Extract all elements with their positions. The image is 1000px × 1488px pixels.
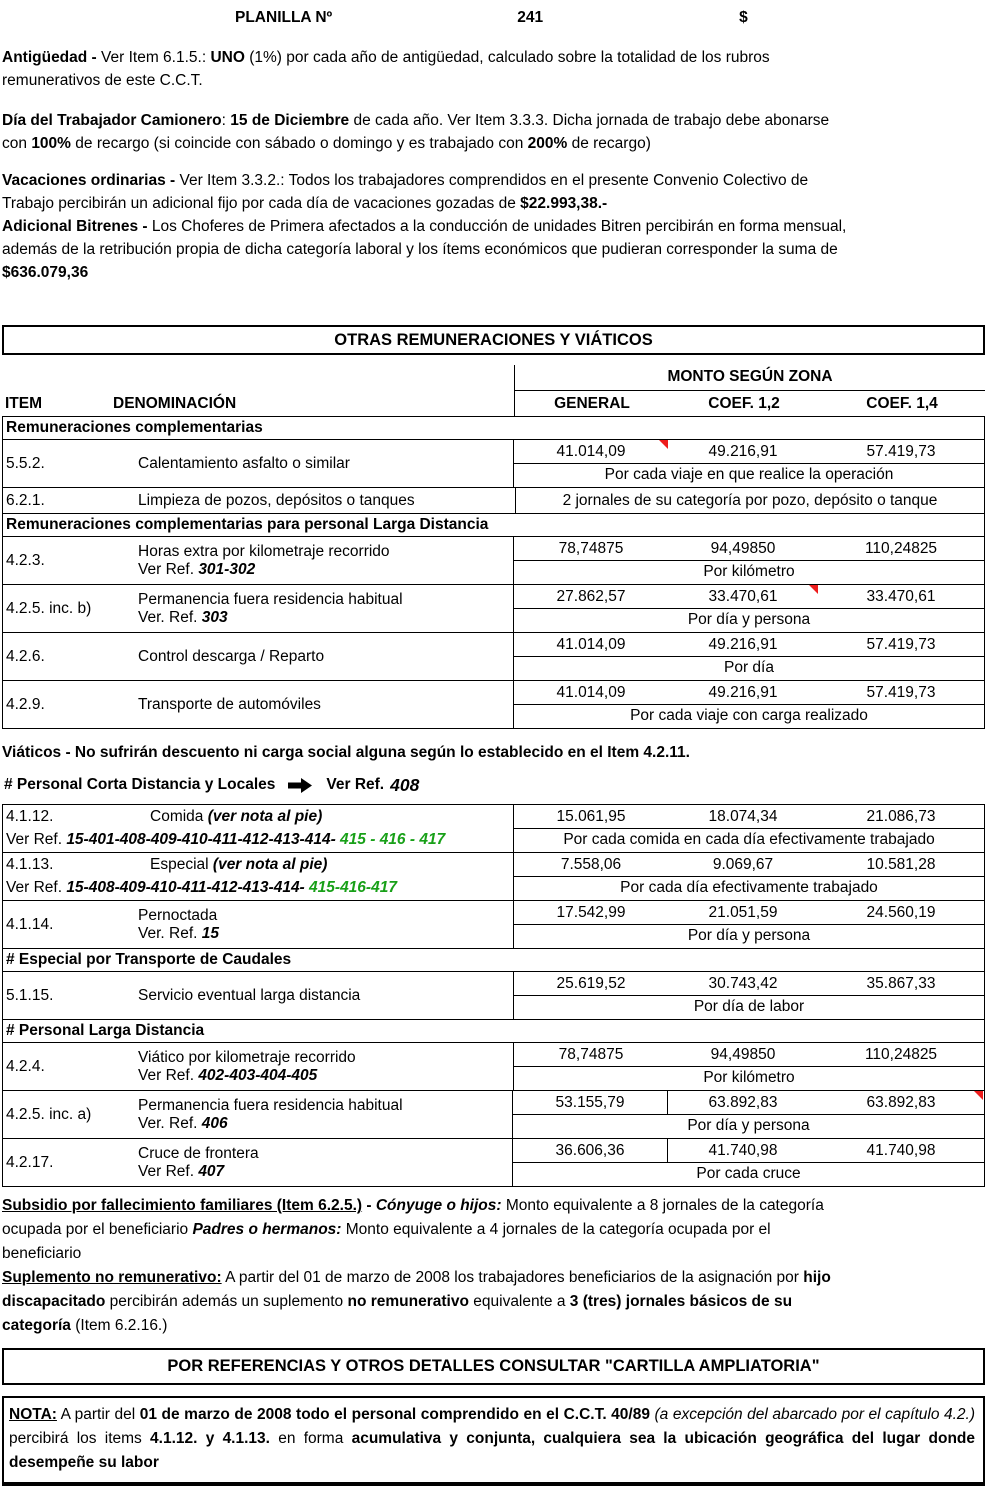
cell-unit: Por día — [514, 656, 984, 680]
text-segment: Cónyuge o hijos: — [375, 1197, 502, 1214]
denomination — [138, 1097, 512, 1133]
denomination — [138, 648, 513, 666]
text-segment: equivalente a — [468, 1293, 570, 1310]
cell-general: 7.558,06 — [560, 855, 622, 873]
planilla-label: PLANILLA Nº — [235, 9, 333, 26]
row-denomination — [3, 537, 513, 584]
row-denomination — [3, 1139, 512, 1186]
table-row — [3, 487, 984, 513]
paragraph-adicional-bitrenes — [2, 215, 985, 284]
cell-coef12: 33.470,61 — [708, 587, 778, 605]
row-denomination — [3, 488, 515, 513]
header-spacer — [2, 365, 514, 391]
denomination — [138, 455, 513, 473]
row-denomination — [3, 853, 513, 900]
denomination-text: Transporte de automóviles — [138, 695, 321, 713]
table-row — [3, 1042, 984, 1090]
text-segment: de recargo) — [567, 135, 651, 152]
column-header-coef14: COEF. 1,4 — [866, 394, 938, 412]
row-value-cells — [514, 537, 984, 560]
cell-general: 27.862,57 — [556, 587, 626, 605]
item-code: 5.5.2. — [6, 454, 45, 472]
table-row — [3, 805, 984, 852]
referencias-box: POR REFERENCIAS Y OTROS DETALLES CONSULTAR "CARTILLA AMPLIATORIA" — [2, 1348, 985, 1385]
text-segment: de cada año. Ver Item 3.3.3. Dicha jornada de trabajo debe abonarse — [349, 112, 830, 129]
cell-unit: Por día y persona — [514, 924, 984, 948]
row-value-cells — [514, 681, 984, 704]
row-value-cells — [514, 1043, 984, 1066]
row-values — [513, 972, 984, 1019]
cell-unit: Por cada viaje con carga realizado — [514, 704, 984, 728]
row-denomination — [3, 633, 513, 680]
paragraph-suplemento-no-remunerativo — [2, 1266, 985, 1338]
text-segment: todo el personal comprendido en el C.C.T. 40/89 — [296, 1406, 655, 1423]
table-row — [3, 584, 984, 632]
denomination-text: Cruce de frontera — [138, 1144, 259, 1162]
text-segment: 200% — [527, 135, 568, 152]
comment-marker — [659, 440, 668, 449]
denomination-text: Servicio eventual larga distancia — [138, 986, 361, 1004]
row-denomination — [3, 440, 513, 487]
text-segment: Vacaciones ordinarias - — [2, 172, 176, 189]
item-code: 5.1.15. — [6, 986, 54, 1004]
denomination-text: Control descarga / Reparto — [138, 647, 325, 665]
cell-coef12: 49.216,91 — [708, 683, 778, 701]
cell-unit: Por día y persona — [513, 1114, 984, 1138]
text-segment: (a excepción del abarcado por el capítulo 4.2.) — [654, 1406, 975, 1423]
planilla-number: 241 — [517, 9, 544, 26]
text-segment: $22.993,38.- — [520, 195, 608, 212]
cell-coef12: 21.051,59 — [708, 903, 778, 921]
item-code: 6.2.1. — [6, 491, 45, 509]
text-segment: Monto equivalente a 8 jornales de la categoría — [501, 1197, 824, 1214]
comment-marker — [809, 585, 818, 594]
text-segment: (1%) por cada año de antigüedad, calculado sobre la totalidad de los rubros — [244, 49, 770, 66]
text-segment: percibirán además un suplemento — [105, 1293, 348, 1310]
column-header-coef12: COEF. 1,2 — [708, 394, 780, 412]
cell-coef12: 94,49850 — [710, 1045, 776, 1063]
cell-unit: Por kilómetro — [514, 560, 984, 584]
row-values — [513, 901, 984, 948]
row-values — [513, 585, 984, 632]
cell-coef12: 41.740,98 — [708, 1141, 778, 1159]
item-code: 4.2.3. — [6, 551, 45, 569]
ref-numbers: 15 — [201, 924, 220, 942]
column-header-general: GENERAL — [554, 394, 630, 412]
row-value-cells — [514, 853, 984, 876]
text-segment: Ver Item 3.3.2.: Todos los trabajadores comprendidos en el presente Convenio Colectivo de — [175, 172, 809, 189]
heading-personal-corta-distancia — [4, 773, 985, 797]
paragraph-subsidio-fallecimiento — [2, 1194, 985, 1266]
cell-coef14: 57.419,73 — [866, 683, 936, 701]
text-segment: percibirá los items — [9, 1430, 151, 1447]
text-segment: 15-408-409-410-411-412-413-414- — [66, 879, 305, 896]
item-code: 4.1.14. — [6, 915, 54, 933]
row-values — [512, 1091, 984, 1138]
text-segment: 415-416-417 — [304, 879, 397, 896]
denomination — [150, 808, 322, 826]
table-title: OTRAS REMUNERACIONES Y VIÁTICOS — [2, 325, 985, 355]
text-segment: Suplemento no remunerativo: — [2, 1269, 222, 1286]
item-code: 4.2.6. — [6, 647, 45, 665]
paragraph-dia-trabajador — [2, 109, 985, 155]
item-code: 4.1.12. — [6, 807, 54, 825]
item-code: 4.2.5. inc. a) — [6, 1105, 92, 1123]
text-segment: Subsidio por fallecimiento familiares (Item 6.2.5.) — [2, 1197, 363, 1214]
row-values — [513, 440, 984, 487]
item-code: 4.2.4. — [6, 1057, 45, 1075]
cell-coef12: 18.074,34 — [708, 807, 778, 825]
comment-marker — [974, 1091, 983, 1100]
row-value-cells — [514, 440, 984, 463]
text-segment: remunerativos de este C.C.T. — [2, 72, 203, 89]
denomination — [138, 987, 513, 1005]
ref-label: Ver Ref. — [138, 1066, 199, 1084]
ref-label: Ver. Ref. — [138, 608, 202, 626]
cell-general: 41.014,09 — [556, 442, 626, 460]
text-segment: (Item 6.2.16.) — [70, 1317, 168, 1334]
cell-coef14: 110,24825 — [864, 1045, 938, 1063]
text-segment: Trabajo percibirán un adicional fijo por cada día de vacaciones gozadas de — [2, 195, 521, 212]
row-value-cells — [514, 972, 984, 995]
ref-numbers — [3, 876, 513, 900]
cell-general: 36.606,36 — [513, 1139, 668, 1162]
table-row — [3, 1138, 984, 1186]
text-segment: además de la retribución propia de dicha categoría laboral y los ítems económicos que pudieran corresponder la suma de — [2, 241, 838, 258]
text-segment: Día del Trabajador Camionero — [2, 112, 222, 129]
cell-coef14: 57.419,73 — [866, 635, 936, 653]
paragraph-antiguedad — [2, 46, 985, 92]
cell-coef12: 30.743,42 — [708, 974, 778, 992]
denomination — [138, 907, 513, 943]
text-segment: Los Choferes de Primera afectados a la conducción de unidades Bitren percibirán en forma mensual, — [147, 218, 847, 235]
denomination — [150, 856, 327, 874]
ref-numbers — [3, 828, 513, 852]
row-value-cells — [514, 633, 984, 656]
table-section-header: # Especial por Transporte de Caudales — [3, 948, 984, 971]
text-segment: categoría — [2, 1317, 71, 1334]
monto-segun-zona-header: MONTO SEGÚN ZONA — [514, 365, 985, 391]
table-viaticos — [2, 804, 985, 1187]
cell-coef14: 57.419,73 — [866, 442, 936, 460]
row-denomination — [3, 1043, 513, 1090]
row-value-cells — [514, 805, 984, 828]
cell-general: 41.014,09 — [556, 683, 626, 701]
cell-coef14: 10.581,28 — [866, 855, 936, 873]
text-segment: : — [221, 112, 231, 129]
heading-corta-ref-number: 408 — [390, 774, 420, 795]
row-denomination — [3, 585, 513, 632]
ref-numbers: 406 — [201, 1114, 228, 1132]
text-segment: A partir del — [56, 1406, 140, 1423]
ref-line — [138, 1067, 513, 1085]
table-remuneraciones — [2, 416, 985, 729]
cell-wide-text: 2 jornales de su categoría por pozo, depósito o tanque — [515, 488, 984, 513]
paragraph-vacaciones — [2, 169, 985, 215]
cell-coef12: 49.216,91 — [708, 635, 778, 653]
paragraph-viaticos — [2, 741, 985, 764]
cell-general: 53.155,79 — [513, 1091, 668, 1114]
table-row — [3, 536, 984, 584]
ref-numbers: 301-302 — [198, 560, 256, 578]
cell-unit: Por cada día efectivamente trabajado — [514, 876, 984, 900]
heading-corta-ref-label: Ver Ref. — [326, 776, 385, 793]
item-code: 4.1.13. — [6, 855, 54, 873]
row-values — [513, 1043, 984, 1090]
text-segment: Ver Item 6.1.5.: — [101, 49, 211, 66]
cell-coef14: 33.470,61 — [866, 587, 936, 605]
row-denomination — [3, 805, 513, 852]
column-header-item: ITEM — [5, 394, 43, 412]
table-row — [3, 900, 984, 948]
table-section-header: # Personal Larga Distancia — [3, 1019, 984, 1042]
cell-coef14: 110,24825 — [864, 539, 938, 557]
cell-general: 41.014,09 — [556, 635, 626, 653]
heading-corta-label: # Personal Corta Distancia y Locales — [4, 776, 276, 793]
text-segment: hijo — [803, 1269, 831, 1286]
item-code: 4.2.5. inc. b) — [6, 599, 92, 617]
denomination-text: Comida — [150, 807, 208, 825]
currency-symbol: $ — [739, 9, 748, 26]
table-section-header: Remuneraciones complementarias — [6, 419, 263, 436]
text-segment: Padres o hermanos: — [192, 1221, 342, 1238]
denomination — [138, 1049, 513, 1085]
denomination-text: Horas extra por kilometraje recorrido — [138, 542, 390, 560]
text-segment: 4.1.12. y 4.1.13. — [150, 1430, 270, 1447]
row-values — [512, 1139, 984, 1186]
text-segment: Monto equivalente a 4 jornales de la categoría ocupada por el — [341, 1221, 771, 1238]
text-segment: ocupada por el beneficiario — [2, 1221, 193, 1238]
text-segment: UNO — [210, 49, 245, 66]
ref-line — [138, 561, 513, 579]
text-segment: beneficiario — [2, 1245, 82, 1262]
ref-label: Ver Ref. — [138, 1162, 199, 1180]
cell-coef12: 94,49850 — [710, 539, 776, 557]
text-segment: de recargo (si coincide con sábado o domingo y es trabajado con — [70, 135, 528, 152]
ref-line — [138, 609, 513, 627]
text-segment: NOTA: — [9, 1406, 57, 1423]
cell-coef12: 63.892,83 — [708, 1093, 778, 1111]
row-values — [513, 681, 984, 728]
planilla-header — [2, 0, 985, 31]
text-segment: Ver Ref. — [6, 879, 67, 896]
ref-line — [138, 1163, 512, 1181]
text-segment: Antigüedad - — [2, 49, 102, 66]
nota-box — [2, 1396, 985, 1486]
row-denomination — [3, 681, 513, 728]
cell-general: 78,74875 — [558, 539, 624, 557]
text-segment: A partir del 01 de marzo de 2008 los trabajadores beneficiarios de la asignación por — [221, 1269, 804, 1286]
cell-unit: Por día y persona — [514, 608, 984, 632]
denomination — [138, 543, 513, 579]
denomination-text: Permanencia fuera residencia habitual — [138, 1096, 403, 1114]
cell-unit: Por cada viaje en que realice la operación — [514, 463, 984, 487]
ref-numbers: 303 — [201, 608, 228, 626]
row-values — [513, 805, 984, 852]
cell-coef14: 35.867,33 — [866, 974, 936, 992]
denomination: Limpieza de pozos, depósitos o tanques — [138, 491, 415, 509]
ref-label: Ver Ref. — [138, 560, 199, 578]
text-segment: no remunerativo — [347, 1293, 469, 1310]
row-values — [513, 537, 984, 584]
table-row — [3, 632, 984, 680]
row-values — [513, 853, 984, 900]
table-header — [2, 365, 985, 416]
item-code: 4.2.9. — [6, 695, 45, 713]
text-segment: 15 de Diciembre — [230, 112, 350, 129]
cell-coef12: 49.216,91 — [708, 442, 778, 460]
row-values — [513, 633, 984, 680]
text-segment: 100% — [31, 135, 71, 152]
ref-line — [138, 925, 513, 943]
ref-label: Ver. Ref. — [138, 924, 202, 942]
ref-numbers: 407 — [198, 1162, 225, 1180]
denomination-note: (ver nota al pie) — [207, 807, 323, 825]
row-value-cells — [513, 1091, 984, 1114]
text-segment: acumulativa y conjunta, cualquiera sea la ubicación geográfica del lugar donde desempeñe su labor — [9, 1430, 975, 1471]
cell-coef14: 24.560,19 — [866, 903, 936, 921]
cell-general: 25.619,52 — [556, 974, 626, 992]
denomination-text: Especial — [150, 855, 213, 873]
row-denomination — [3, 1091, 512, 1138]
cell-coef12: 9.069,67 — [712, 855, 774, 873]
row-value-cells — [514, 585, 984, 608]
text-segment: - — [362, 1197, 376, 1214]
denomination — [138, 591, 513, 627]
row-value-cells — [514, 901, 984, 924]
cell-unit: Por día de labor — [514, 995, 984, 1019]
denomination-text: Calentamiento asfalto o similar — [138, 454, 350, 472]
table-section-header: Remuneraciones complementarias para personal Larga Distancia — [3, 513, 984, 536]
table-row — [3, 1090, 984, 1138]
denomination-text: Permanencia fuera residencia habitual — [138, 590, 403, 608]
ref-line — [138, 1115, 512, 1133]
cell-general: 17.542,99 — [556, 903, 626, 921]
text-segment: en forma — [269, 1430, 352, 1447]
cell-unit: Por kilómetro — [514, 1066, 984, 1090]
table-row — [3, 971, 984, 1019]
cell-unit: Por cada cruce — [513, 1162, 984, 1186]
ref-numbers: 402-403-404-405 — [198, 1066, 318, 1084]
row-value-cells — [513, 1139, 984, 1162]
row-denomination — [3, 972, 513, 1019]
cell-general: 78,74875 — [558, 1045, 624, 1063]
text-segment: Viáticos - No sufrirán descuento ni carga social alguna según lo establecido en el Item 4.2.11. — [2, 744, 690, 761]
column-header-denominacion: DENOMINACIÓN — [113, 394, 237, 412]
denomination — [138, 1145, 512, 1181]
text-segment: con — [2, 135, 32, 152]
cell-general: 15.061,95 — [556, 807, 626, 825]
table-row — [3, 852, 984, 900]
text-segment: 415 - 416 - 417 — [335, 831, 446, 848]
cell-unit: Por cada comida en cada día efectivamente trabajado — [514, 828, 984, 852]
right-arrow-icon — [288, 778, 312, 793]
text-segment: Ver Ref. — [6, 831, 67, 848]
row-denomination — [3, 901, 513, 948]
table-row — [3, 680, 984, 728]
text-segment: 01 de marzo de 2008 — [139, 1406, 297, 1423]
item-code: 4.2.17. — [6, 1153, 54, 1171]
cell-coef14: 63.892,83 — [866, 1093, 936, 1111]
text-segment: discapacitado — [2, 1293, 106, 1310]
text-segment: Adicional Bitrenes - — [2, 218, 148, 235]
denomination — [138, 696, 513, 714]
denomination-note: (ver nota al pie) — [212, 855, 328, 873]
cell-coef14: 41.740,98 — [866, 1141, 936, 1159]
text-segment: $636.079,36 — [2, 264, 89, 281]
text-segment: 15-401-408-409-410-411-412-413-414- — [66, 831, 336, 848]
text-segment: 3 (tres) jornales básicos de su — [569, 1293, 793, 1310]
table-row — [3, 439, 984, 487]
denomination-text: Viático por kilometraje recorrido — [138, 1048, 356, 1066]
ref-label: Ver. Ref. — [138, 1114, 202, 1132]
denomination-text: Pernoctada — [138, 906, 218, 924]
cell-coef14: 21.086,73 — [866, 807, 936, 825]
